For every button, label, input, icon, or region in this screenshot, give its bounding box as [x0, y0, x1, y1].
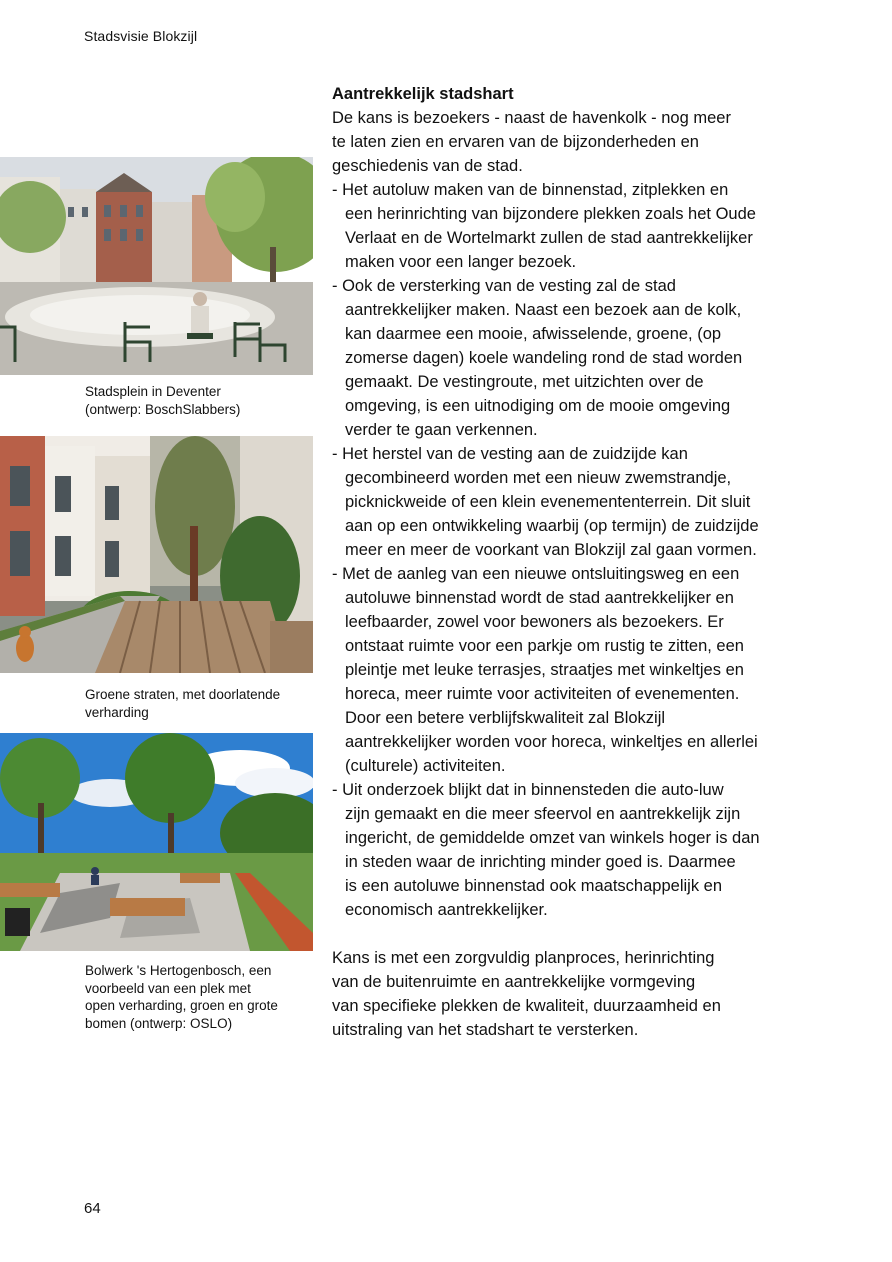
photo-groene-straten [0, 436, 313, 673]
caption-line: voorbeeld van een plek met [85, 980, 251, 996]
page-number: 64 [84, 1200, 101, 1217]
bullet-line: leefbaarder, zowel voor bewoners als bezoekers. Er [345, 613, 724, 631]
bullet-line: - Uit onderzoek blijkt dat in binnensteden die auto-luw [332, 781, 724, 799]
bullet-line: is een autoluwe binnenstad ook maatschappelijk en [345, 877, 723, 895]
bullet-line: - Ook de versterking van de vesting zal de stad [332, 277, 676, 295]
photo-bolwerk-hertogenbosch [0, 733, 313, 951]
bullet-line: - Het autoluw maken van de binnenstad, zitplekken en [332, 181, 729, 199]
caption-line: Groene straten, met doorlatende [85, 687, 281, 702]
bullet-line: een herinrichting van bijzondere plekken zoals het Oude [345, 205, 756, 223]
running-header: Stadsvisie Blokzijl [84, 28, 198, 44]
section-title: Aantrekkelijk stadshart [332, 85, 514, 103]
bullet-line: (culturele) activiteiten. [345, 757, 506, 775]
closing-line: van de buitenruimte en aantrekkelijke vormgeving [332, 973, 696, 991]
caption-line: verharding [85, 704, 149, 720]
bullet-line: maken voor een langer bezoek. [345, 253, 577, 271]
bullet-line: Door een betere verblijfskwaliteit zal Blokzijl [345, 709, 666, 727]
bullet-line: - Met de aanleg van een nieuwe ontsluitingsweg en een [332, 565, 740, 583]
bullet-line: verder te gaan verkennen. [345, 421, 538, 439]
bullet-line: omgeving, is een uitnodiging om de mooie omgeving [345, 397, 731, 415]
intro-line: De kans is bezoekers - naast de havenkolk - nog meer [332, 109, 731, 127]
intro-line: geschiedenis van de stad. [332, 157, 523, 175]
bullet-line: economisch aantrekkelijker. [345, 901, 548, 919]
bullet-line: zomerse dagen) koele wandeling rond de stad worden [345, 349, 743, 367]
bullet-line: horeca, meer ruimte voor activiteiten of evenementen. [345, 685, 740, 703]
caption-line: Bolwerk 's Hertogenbosch, een [85, 963, 272, 978]
closing-line: van specifieke plekken de kwaliteit, duurzaamheid en [332, 997, 721, 1015]
bullet-line: Verlaat en de Wortelmarkt zullen de stad aantrekkelijker [345, 229, 753, 247]
closing-line: Kans is met een zorgvuldig planproces, herinrichting [332, 949, 715, 967]
bullet-line: - Het herstel van de vesting aan de zuidzijde kan [332, 445, 688, 463]
photo-caption-3 [85, 962, 315, 1032]
bullet-line: zijn gemaakt en die meer sfeervol en aantrekkelijk zijn [345, 805, 741, 823]
bullet-line: aan op een ontwikkeling waarbij (op termijn) de zuidzijde [345, 517, 759, 535]
bullet-line: aantrekkelijker worden voor horeca, winkeltjes en allerlei [345, 733, 758, 751]
bullet-line: picknickweide of een klein evenemententerrein. Dit sluit [345, 493, 751, 511]
caption-line: (ontwerp: BoschSlabbers) [85, 401, 241, 417]
intro-line: te laten zien en ervaren van de bijzonderheden en [332, 133, 699, 151]
main-text-column [332, 82, 832, 1042]
bullet-line: meer en meer de voorkant van Blokzijl zal gaan vormen. [345, 541, 757, 559]
bullet-line: autoluwe binnenstad wordt de stad aantrekkelijker en [345, 589, 734, 607]
bullet-line: kan daarmee een mooie, afwisselende, groene, (op [345, 325, 722, 343]
photo-stadsplein-deventer [0, 157, 313, 375]
bullet-line: pleintje met leuke terrasjes, straatjes met winkeltjes en [345, 661, 744, 679]
bullet-line: gemaakt. De vestingroute, met uitzichten over de [345, 373, 704, 391]
caption-line: open verharding, groen en grote [85, 998, 278, 1013]
bullet-line: ingericht, de gemiddelde omzet van winkels hoger is dan [345, 829, 760, 847]
bullet-line: in steden waar de inrichting minder goed is. Daarmee [345, 853, 736, 871]
bullet-line: gecombineerd worden met een nieuw zwemstrandje, [345, 469, 732, 487]
photo-caption-1 [85, 383, 315, 418]
bullet-line: ontstaat ruimte voor een parkje om rustig te zitten, een [345, 637, 744, 655]
caption-line: bomen (ontwerp: OSLO) [85, 1015, 233, 1031]
caption-line: Stadsplein in Deventer [85, 384, 221, 399]
photo-caption-2 [85, 686, 315, 721]
bullet-line: aantrekkelijker maken. Naast een bezoek aan de kolk, [345, 301, 742, 319]
closing-line: uitstraling van het stadshart te versterken. [332, 1021, 639, 1039]
